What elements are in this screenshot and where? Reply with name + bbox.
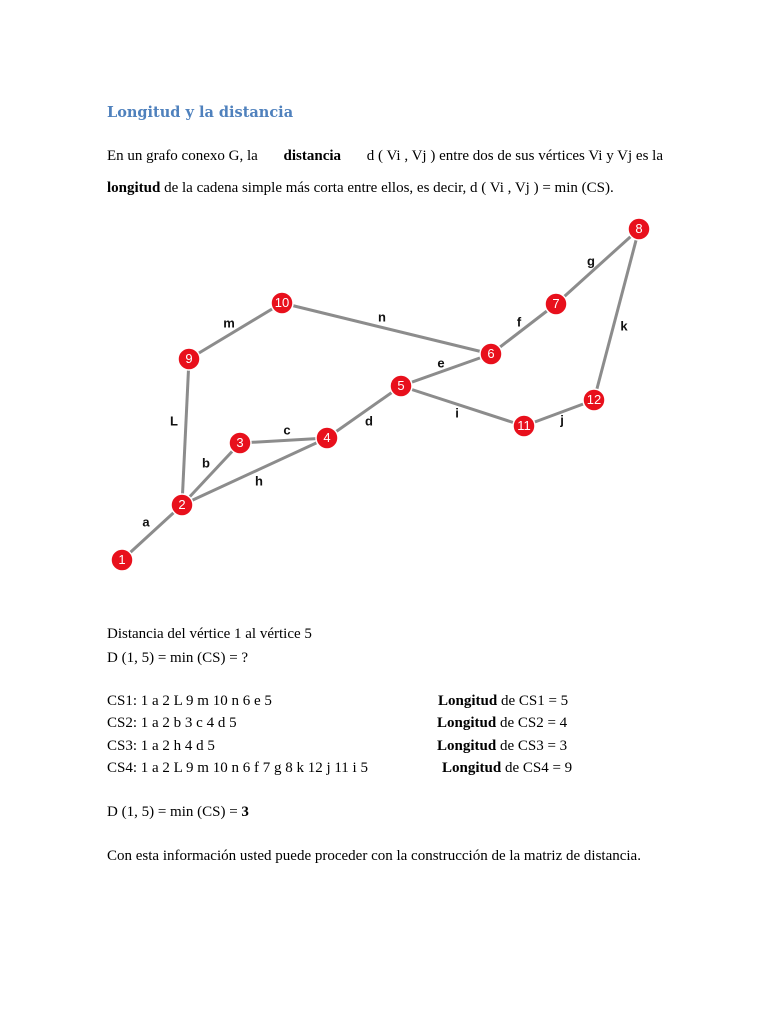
result-line [107, 804, 249, 821]
edge-L [182, 359, 189, 505]
edge-label-a: a [142, 514, 150, 530]
edge-e [401, 354, 491, 386]
edge-label-m: m [223, 315, 235, 331]
chain-length-label: Longitud [437, 715, 497, 731]
vertex-11 [513, 415, 535, 437]
closing-line: Con esta información usted puede proceder con la construcción de la matriz de distancia. [107, 848, 641, 864]
edge-label-c: c [283, 422, 291, 438]
edge-label-e: e [437, 355, 445, 371]
chain-path: CS2: 1 a 2 b 3 c 4 d 5 [107, 715, 237, 731]
intro-text-1b: d ( Vi , Vj ) entre dos de sus vértices Vi y Vj es la [366, 148, 663, 164]
intro-bold-distancia: distancia [283, 148, 342, 164]
question-line-1: Distancia del vértice 1 al vértice 5 [107, 626, 312, 642]
intro-bold-longitud: longitud [107, 180, 161, 196]
vertex-label: 12 [586, 391, 602, 407]
edge-a [122, 505, 182, 560]
intro-text-2b: de la cadena simple más corta entre ellos, es decir, d ( Vi , Vj ) = min (CS). [164, 180, 614, 196]
vertex-4 [316, 427, 338, 449]
vertex-label: 1 [118, 551, 126, 567]
edge-label-h: h [255, 473, 263, 489]
chain-length-value: de CS2 = 4 [499, 715, 568, 731]
chain-path: CS4: 1 a 2 L 9 m 10 n 6 f 7 g 8 k 12 j 11 i 5 [107, 760, 368, 776]
edge-label-d: d [365, 413, 373, 429]
graph-nodes [111, 218, 650, 571]
edge-label-f: f [516, 314, 522, 330]
question-line-2: D (1, 5) = min (CS) = ? [107, 650, 249, 666]
chain-length [442, 760, 572, 777]
result-value: 3 [241, 804, 249, 820]
vertex-9 [178, 348, 200, 370]
intro-text-1a: En un grafo conexo G, la [107, 148, 258, 164]
vertex-3 [229, 432, 251, 454]
edge-label-k: k [620, 318, 628, 334]
edge-b [182, 443, 240, 505]
vertex-label: 6 [487, 345, 495, 361]
chain-length [437, 715, 567, 732]
vertex-label: 2 [178, 496, 186, 512]
edge-label-L: L [170, 413, 178, 429]
vertex-1 [111, 549, 133, 571]
vertex-7 [545, 293, 567, 315]
vertex-label: 3 [236, 434, 244, 450]
chain-length [437, 738, 567, 755]
vertex-5 [390, 375, 412, 397]
edge-label-g: g [587, 253, 595, 269]
chain-length [438, 693, 568, 710]
edge-i [401, 386, 524, 426]
vertex-12 [583, 389, 605, 411]
chain-path: CS1: 1 a 2 L 9 m 10 n 6 e 5 [107, 693, 272, 709]
vertex-10 [271, 292, 293, 314]
chain-length-value: de CS4 = 9 [504, 760, 573, 776]
vertex-6 [480, 343, 502, 365]
vertex-label: 4 [323, 429, 331, 445]
vertex-label: 9 [185, 350, 193, 366]
vertex-8 [628, 218, 650, 240]
edge-f [491, 304, 556, 354]
chain-length-value: de CS1 = 5 [500, 693, 569, 709]
vertex-label: 11 [517, 417, 531, 433]
section-heading: Longitud y la distancia [107, 104, 294, 121]
vertex-label: 10 [274, 294, 290, 310]
chain-path: CS3: 1 a 2 h 4 d 5 [107, 738, 215, 754]
chain-length-value: de CS3 = 3 [499, 738, 568, 754]
result-prefix: D (1, 5) = min (CS) = [107, 804, 238, 820]
edge-h [182, 438, 327, 505]
edge-c [240, 438, 327, 443]
vertex-label: 5 [397, 377, 405, 393]
chain-length-label: Longitud [438, 693, 498, 709]
edge-label-n: n [378, 309, 386, 325]
vertex-2 [171, 494, 193, 516]
vertex-label: 7 [552, 295, 560, 311]
chain-length-label: Longitud [437, 738, 497, 754]
edge-label-b: b [202, 455, 210, 471]
edge-label-i: i [455, 405, 459, 421]
vertex-label: 8 [635, 220, 643, 236]
graph-edges [122, 229, 639, 560]
edge-g [556, 229, 639, 304]
chain-length-label: Longitud [442, 760, 502, 776]
edge-n [282, 303, 491, 354]
edge-m [189, 303, 282, 359]
edge-d [327, 386, 401, 438]
edge-label-j: j [560, 412, 564, 428]
edge-k [594, 229, 639, 400]
